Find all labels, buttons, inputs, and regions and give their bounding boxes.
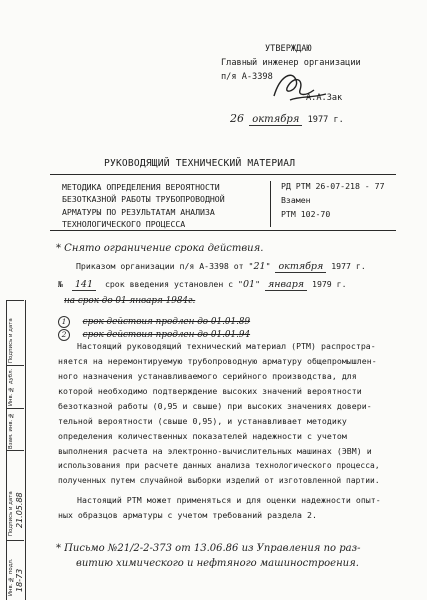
introduction-quote: " <box>255 279 261 289</box>
struck-term-note: на срок до 01 января 1984г. <box>64 296 196 306</box>
order-month: октября <box>275 261 326 273</box>
approval-title: УТВЕРЖДАЮ <box>265 44 312 54</box>
order-year: 1977 г. <box>331 261 366 271</box>
margin-divider <box>6 408 24 409</box>
body-paragraph-line: ных образцов арматуры с учетом требований раздела 2. <box>58 510 317 520</box>
margin-divider <box>6 450 24 451</box>
approval-signer: А.А.Зак <box>306 93 343 103</box>
title-line: АРМАТУРЫ ПО РЕЗУЛЬТАТАМ АНАЛИЗА <box>62 206 215 217</box>
introduction-text: срок введения установлен с " <box>104 279 243 289</box>
body-paragraph-line: ного назначения устанавливаемого серийного производства, для <box>58 371 357 381</box>
order-day: 21 <box>253 261 266 272</box>
margin-label-signature-date: Подпись и дата <box>8 318 14 363</box>
approval-organization: п/я А-3398 <box>221 72 273 82</box>
title-line: МЕТОДИКА ОПРЕДЕЛЕНИЯ ВЕРОЯТНОСТИ <box>62 182 220 192</box>
approval-position: Главный инженер организации <box>221 58 361 68</box>
introduction-day: 01 <box>242 279 256 290</box>
title-bottom-rule <box>50 230 396 231</box>
body-paragraph-line: Настоящий руководящий технический материал (РТМ) распростра- <box>77 341 376 351</box>
order-number: 141 <box>72 279 96 291</box>
margin-label-signature-date-2: Подпись и дата <box>8 491 14 536</box>
body-paragraph-line: определения количественных показателей надежности с учетом <box>58 431 347 441</box>
margin-divider <box>6 300 24 301</box>
footnote-line-2: витию химического и нефтяного машиностроения. <box>76 558 359 569</box>
order-quote: " <box>265 261 271 271</box>
restriction-note: * Снято ограничение срока действия. <box>56 243 264 254</box>
introduction-month: января <box>265 279 307 291</box>
extension-text-2: срок действия продлен до 01.01.94 <box>82 330 251 340</box>
order-line <box>76 261 366 272</box>
order-prefix: Приказом организации п/я А-3398 от " <box>76 261 254 271</box>
approval-date <box>230 112 344 125</box>
extension-number-1: 1 <box>58 316 70 328</box>
extension-text-1: срок действия продлен до 01.01.89 <box>82 317 251 327</box>
extension-number-2: 2 <box>58 329 70 341</box>
margin-stamp-table <box>0 0 28 600</box>
document-type: РУКОВОДЯЩИЙ ТЕХНИЧЕСКИЙ МАТЕРИАЛ <box>104 158 296 169</box>
approval-date-month: октября <box>249 114 302 126</box>
extension-note-2 <box>58 322 250 341</box>
introduction-year: 1979 г. <box>312 279 347 289</box>
margin-label-dup-inv: Инв. № дубл. <box>8 368 14 406</box>
designation-code: РД РТМ 26-07-218 - 77 <box>281 181 385 191</box>
title-line: БЕЗОТКАЗНОЙ РАБОТЫ ТРУБОПРОВОДНОЙ <box>62 194 225 205</box>
approval-date-year: 1977 г. <box>307 115 344 125</box>
number-sign: № <box>58 279 63 289</box>
header-rule <box>50 174 396 175</box>
approval-date-day: 26 <box>230 112 244 125</box>
designation-replaces-code: РТМ 102-70 <box>281 209 331 219</box>
margin-label-replaced-inv: Взам. инв. № <box>8 412 14 449</box>
body-paragraph-line: использования при расчете данных анализа технологического процесса, <box>58 461 380 470</box>
body-paragraph-line: тельной вероятности (свыше 0,95), и устанавливает методику <box>58 416 347 426</box>
body-paragraph-line: Настоящий РТМ может применяться и для оценки надежности опыт- <box>77 495 381 505</box>
body-paragraph-line: няется на неремонтируемую трубопроводную арматуру общепромышлен- <box>58 356 377 366</box>
body-paragraph-line: безотказной работы (0,95 и свыше) при высоких значениях довери- <box>58 401 372 411</box>
title-divider <box>270 181 271 227</box>
introduction-line <box>58 279 347 290</box>
document-title <box>62 181 225 231</box>
margin-handwritten-date: 21.05.88 <box>15 492 24 528</box>
margin-label-orig-inv: Инв. № подл. <box>8 558 14 596</box>
title-line: ТЕХНОЛОГИЧЕСКОГО ПРОЦЕССА <box>62 219 186 230</box>
designation-replaces-label: Взамен <box>281 195 311 205</box>
body-paragraph-line: которой необходимо подтверждение высоких значений вероятности <box>58 386 362 396</box>
body-paragraph-line: выполнения расчета на электронно-вычислительных машинах (ЭВМ) и <box>58 446 372 456</box>
footnote-line-1: * Письмо №21/2-2-373 от 13.06.86 из Управления по раз- <box>56 543 361 554</box>
margin-divider <box>6 540 24 541</box>
margin-divider <box>6 365 24 366</box>
margin-handwritten-number: 18-73 <box>15 568 24 592</box>
body-paragraph-line: полученных путем случайной выборки изделий от изготовленной партии. <box>58 476 380 485</box>
